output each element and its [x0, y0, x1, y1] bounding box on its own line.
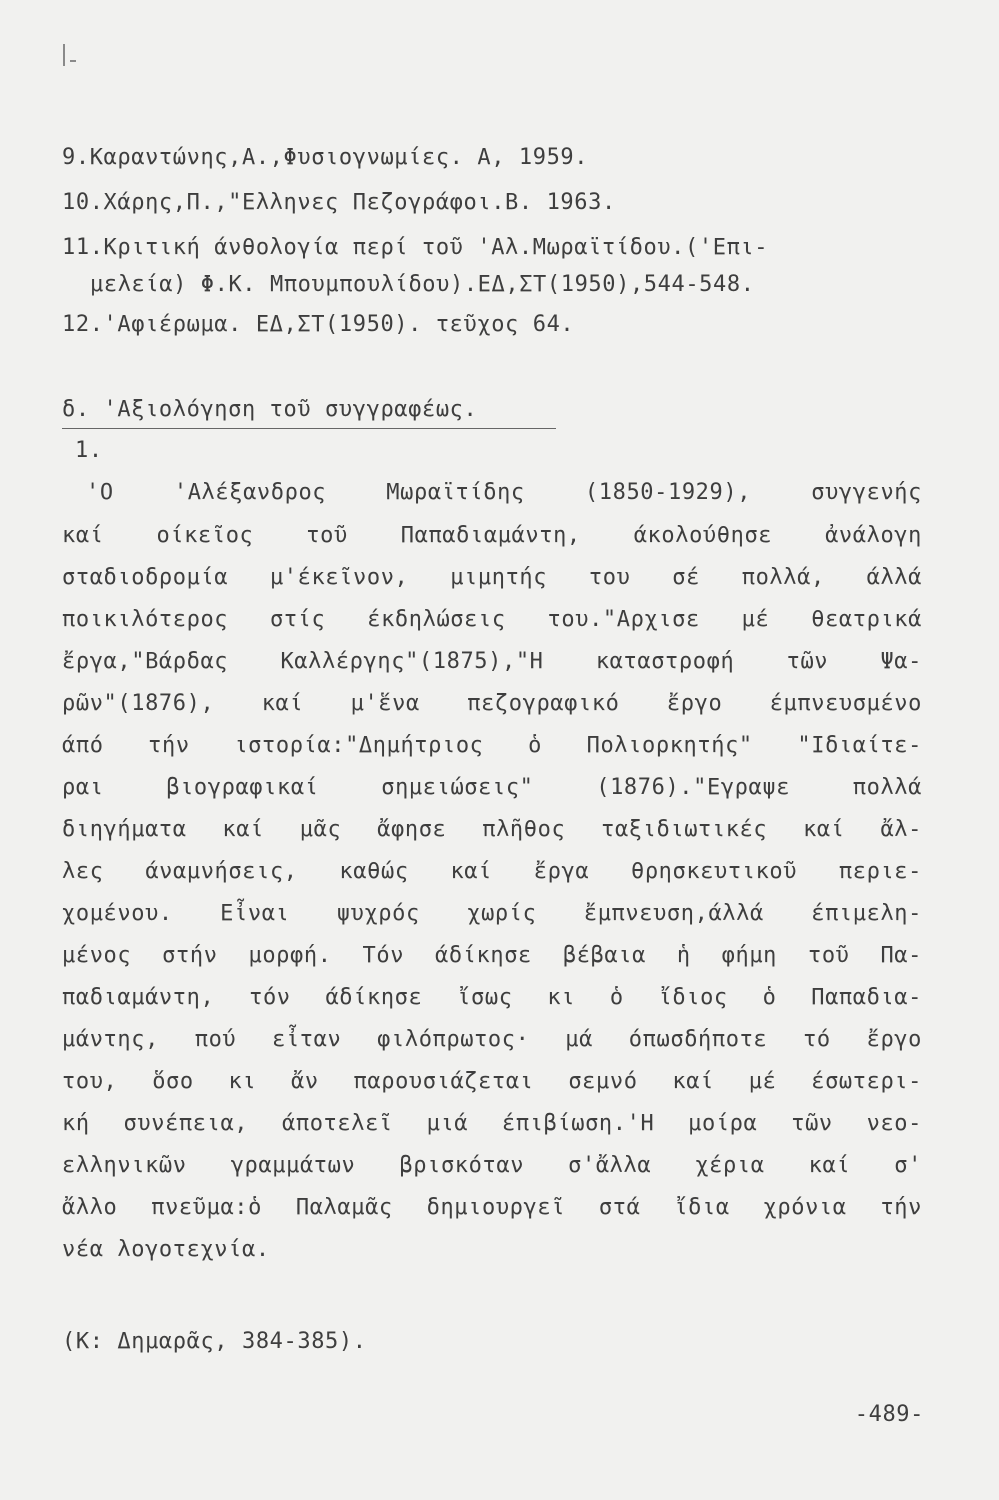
section-heading: δ. 'Αξιολόγηση τοῦ συγγραφέως.: [62, 397, 478, 422]
citation: (Κ: Δημαρᾶς, 384-385).: [62, 1329, 367, 1354]
paragraph-line: μάντης, πού εἶταν φιλόπρωτος· μά όπωσδήποτε τό ἔργο: [62, 1027, 922, 1052]
paragraph-line: ελληνικῶν γραμμάτων βρισκόταν σ'ἄλλα χέρια καί σ': [62, 1153, 922, 1178]
paragraph-line: μένος στήν μορφή. Τόν άδίκησε βέβαια ἡ φήμη τοῦ Πα-: [62, 943, 922, 968]
margin-mark: [63, 44, 65, 66]
reference-item-continuation: μελεία) Φ.Κ. Μπουμπουλίδου).ΕΔ,ΣΤ(1950),544-548.: [90, 272, 755, 297]
paragraph-line: ραι βιογραφικαί σημειώσεις" (1876)."Εγραψε πολλά: [62, 775, 922, 800]
reference-item: 11.Κριτική άνθολογία περί τοῦ 'Αλ.Μωραϊτίδου.('Επι-: [62, 235, 769, 260]
margin-mark: [70, 60, 76, 62]
paragraph-line: ἔργα,"Βάρδας Καλλέργης"(1875),"Η καταστροφή τῶν Ψα-: [62, 649, 922, 674]
heading-underline: [62, 428, 556, 429]
paragraph-line: λες άναμνήσεις, καθώς καί ἔργα θρησκευτικοῦ περιε-: [62, 859, 922, 884]
paragraph-line: ἄλλο πνεῦμα:ὁ Παλαμᾶς δημιουργεῖ στά ἴδια χρόνια τήν: [62, 1195, 922, 1220]
paragraph-line: χομένου. Εἶναι ψυχρός χωρίς ἔμπνευση,άλλά έπιμελη-: [62, 901, 922, 926]
paragraph-line: ποικιλότερος στίς έκδηλώσεις του."Αρχισε μέ θεατρικά: [62, 607, 922, 632]
reference-item: 9.Καραντώνης,Α.,Φυσιογνωμίες. Α, 1959.: [62, 145, 589, 170]
paragraph-line: σταδιοδρομία μ'έκεῖνον, μιμητής του σέ πολλά, άλλά: [62, 565, 922, 590]
reference-item: 12.'Αφιέρωμα. ΕΔ,ΣΤ(1950). τεῦχος 64.: [62, 312, 575, 337]
paragraph-number: 1.: [75, 438, 103, 463]
paragraph-line: παδιαμάντη, τόν άδίκησε ἴσως κι ὁ ἴδιος ὁ Παπαδια-: [62, 985, 922, 1010]
reference-item: 10.Χάρης,Π.,"Ελληνες Πεζογράφοι.Β. 1963.: [62, 190, 616, 215]
page-number: -489-: [854, 1402, 924, 1427]
paragraph-line: ρῶν"(1876), καί μ'ἕνα πεζογραφικό ἔργο έμπνευσμένο: [62, 691, 922, 716]
paragraph-line: κή συνέπεια, άποτελεῖ μιά έπιβίωση.'Η μοίρα τῶν νεο-: [62, 1111, 922, 1136]
paragraph-line: καί οίκεῖος τοῦ Παπαδιαμάντη, άκολούθησε ἀνάλογη: [62, 523, 922, 548]
paragraph-line: 'Ο 'Αλέξανδρος Μωραϊτίδης (1850-1929), συγγενής: [86, 480, 922, 505]
paragraph-line: του, ὅσο κι ἄν παρουσιάζεται σεμνό καί μέ έσωτερι-: [62, 1069, 922, 1094]
paragraph-line: νέα λογοτεχνία.: [62, 1237, 270, 1262]
paragraph-line: διηγήματα καί μᾶς ἄφησε πλῆθος ταξιδιωτικές καί ἄλ-: [62, 817, 922, 842]
paragraph-line: άπό τήν ιστορία:"Δημήτριος ὁ Πολιορκητής" "Ιδιαίτε-: [62, 733, 922, 758]
